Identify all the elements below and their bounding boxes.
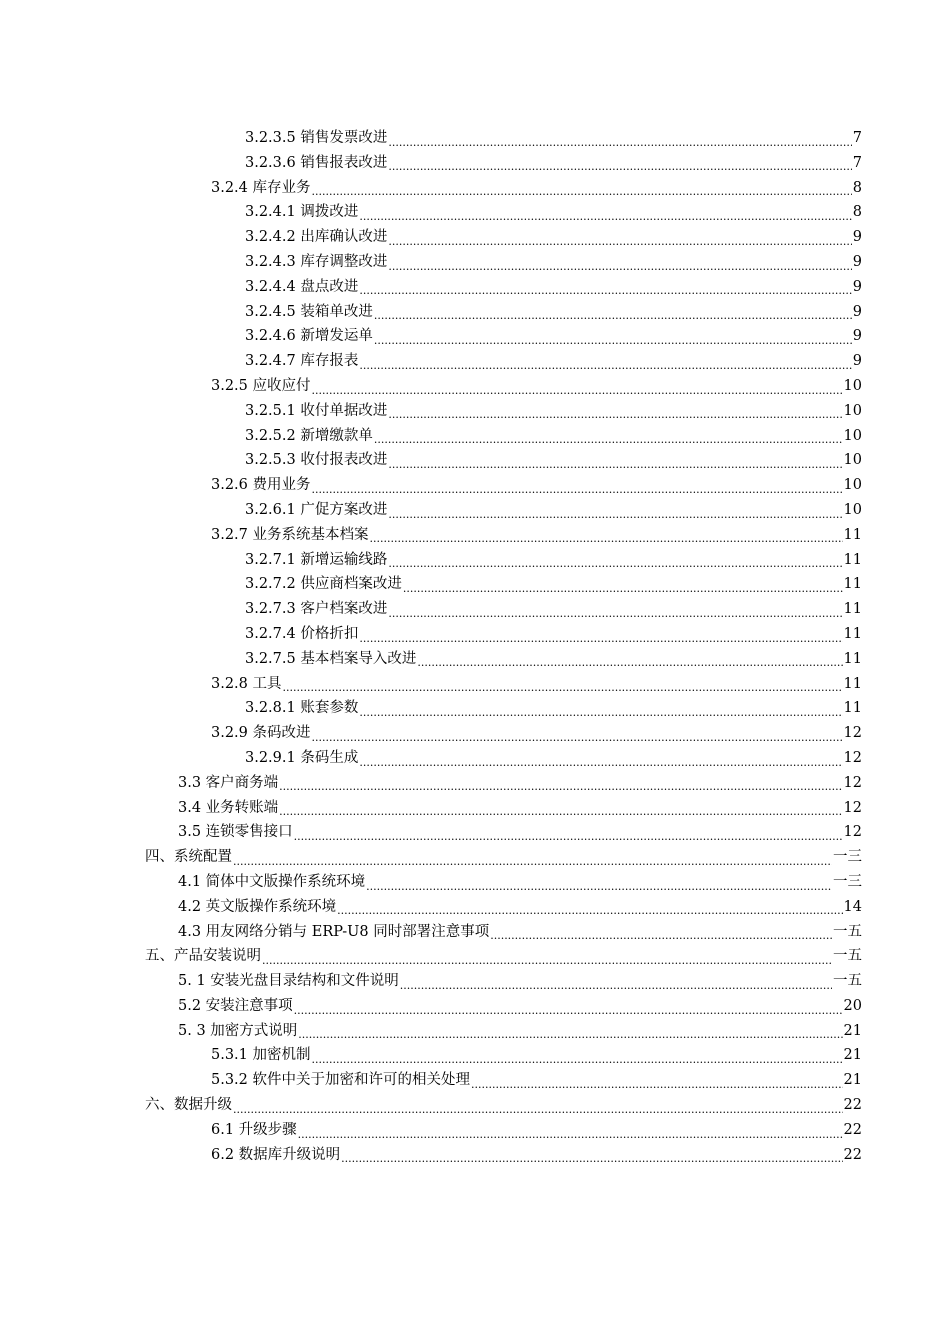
toc-dot-leader bbox=[359, 354, 851, 369]
toc-entry[interactable] bbox=[0, 523, 950, 548]
toc-entry[interactable] bbox=[0, 920, 950, 945]
toc-entry-page-number: 11 bbox=[843, 650, 862, 667]
toc-entry-page-number: 一五 bbox=[833, 973, 862, 990]
toc-entry-page-number: 22 bbox=[843, 1121, 862, 1138]
toc-dot-leader bbox=[312, 379, 843, 394]
table-of-contents bbox=[0, 126, 950, 1167]
toc-entry-page-number: 9 bbox=[852, 353, 862, 370]
toc-entry-page-number: 10 bbox=[843, 501, 862, 518]
toc-dot-leader bbox=[374, 429, 843, 444]
toc-entry[interactable] bbox=[0, 820, 950, 845]
toc-entry-label: 3.2.7.4 价格折扣 bbox=[245, 625, 359, 642]
toc-dot-leader bbox=[312, 181, 852, 196]
toc-entry-label: 3.2.8 工具 bbox=[211, 675, 282, 692]
toc-entry-label: 3.2.9.1 条码生成 bbox=[245, 749, 359, 766]
toc-entry-page-number: 12 bbox=[843, 824, 862, 841]
toc-entry-label: 3.2.4.4 盘点改进 bbox=[245, 278, 359, 295]
toc-entry[interactable] bbox=[0, 895, 950, 920]
toc-entry[interactable] bbox=[0, 746, 950, 771]
toc-entry-page-number: 11 bbox=[843, 601, 862, 618]
toc-entry-page-number: 11 bbox=[843, 526, 862, 543]
toc-dot-leader bbox=[388, 553, 842, 568]
toc-entry-page-number: 9 bbox=[852, 303, 862, 320]
toc-entry-label: 3.2.6 费用业务 bbox=[211, 477, 311, 494]
toc-entry[interactable] bbox=[0, 696, 950, 721]
toc-entry-page-number: 11 bbox=[843, 576, 862, 593]
toc-entry-label: 3.2.4.1 调拨改进 bbox=[245, 204, 359, 221]
toc-entry[interactable] bbox=[0, 473, 950, 498]
toc-entry-page-number: 7 bbox=[852, 130, 862, 146]
toc-entry-page-number: 10 bbox=[843, 452, 862, 469]
toc-dot-leader bbox=[403, 577, 843, 592]
toc-entry-page-number: 22 bbox=[843, 1097, 862, 1114]
toc-entry-label: 3.2.6.1 广促方案改进 bbox=[245, 501, 388, 518]
toc-entry[interactable] bbox=[0, 424, 950, 449]
toc-entry-page-number: 10 bbox=[843, 377, 862, 394]
toc-entry-page-number: 7 bbox=[852, 154, 862, 171]
toc-dot-leader bbox=[341, 1148, 842, 1163]
toc-entry[interactable] bbox=[0, 994, 950, 1019]
toc-entry-label: 3.4 业务转账端 bbox=[178, 799, 279, 816]
toc-entry-page-number: 21 bbox=[843, 1072, 862, 1089]
toc-entry-label: 6.1 升级步骤 bbox=[211, 1121, 297, 1138]
toc-entry-label: 3.2.7.5 基本档案导入改进 bbox=[245, 650, 417, 667]
toc-entry[interactable] bbox=[0, 374, 950, 399]
toc-dot-leader bbox=[312, 478, 843, 493]
toc-entry-label: 5. 3 加密方式说明 bbox=[178, 1022, 298, 1039]
toc-entry-page-number: 11 bbox=[843, 551, 862, 568]
toc-entry-page-number: 22 bbox=[843, 1146, 862, 1163]
toc-dot-leader bbox=[370, 528, 843, 543]
toc-dot-leader bbox=[298, 1024, 842, 1039]
toc-entry-label: 3.2.5 应收应付 bbox=[211, 377, 311, 394]
toc-entry[interactable] bbox=[0, 721, 950, 746]
toc-entry-label: 6.2 数据库升级说明 bbox=[211, 1146, 341, 1163]
toc-dot-leader bbox=[359, 701, 842, 716]
toc-entry-page-number: 一五 bbox=[833, 923, 862, 940]
toc-dot-leader bbox=[312, 1049, 843, 1064]
toc-entry[interactable] bbox=[0, 176, 950, 201]
toc-entry-label: 3.2.7.2 供应商档案改进 bbox=[245, 576, 402, 593]
toc-entry[interactable] bbox=[0, 498, 950, 523]
toc-entry[interactable] bbox=[0, 126, 950, 151]
toc-dot-leader bbox=[359, 206, 851, 221]
toc-dot-leader bbox=[400, 974, 832, 989]
toc-entry[interactable] bbox=[0, 1143, 950, 1168]
toc-entry[interactable] bbox=[0, 300, 950, 325]
toc-entry-page-number: 11 bbox=[843, 625, 862, 642]
toc-entry[interactable] bbox=[0, 200, 950, 225]
toc-entry-page-number: 12 bbox=[843, 774, 862, 791]
toc-dot-leader bbox=[388, 503, 842, 518]
toc-entry[interactable] bbox=[0, 969, 950, 994]
toc-dot-leader bbox=[366, 875, 832, 890]
toc-entry-label: 3.2.7 业务系统基本档案 bbox=[211, 526, 369, 543]
toc-entry-label: 3.2.5.1 收付单据改进 bbox=[245, 402, 388, 419]
toc-entry[interactable] bbox=[0, 870, 950, 895]
toc-entry[interactable] bbox=[0, 597, 950, 622]
toc-entry-page-number: 一三 bbox=[833, 873, 862, 890]
toc-entry-page-number: 9 bbox=[852, 229, 862, 246]
toc-dot-leader bbox=[359, 280, 851, 295]
toc-dot-leader bbox=[233, 1098, 843, 1113]
toc-dot-leader bbox=[490, 925, 832, 940]
toc-dot-leader bbox=[388, 602, 842, 617]
toc-dot-leader bbox=[388, 454, 842, 469]
toc-entry-page-number: 9 bbox=[852, 253, 862, 270]
toc-entry[interactable] bbox=[0, 796, 950, 821]
toc-dot-leader bbox=[312, 726, 843, 741]
toc-entry[interactable] bbox=[0, 324, 950, 349]
toc-entry-page-number: 8 bbox=[852, 179, 862, 196]
toc-dot-leader bbox=[374, 330, 852, 345]
toc-entry-label: 5.3.2 软件中关于加密和许可的相关处理 bbox=[211, 1072, 471, 1089]
toc-entry-page-number: 一三 bbox=[833, 849, 862, 866]
toc-entry[interactable] bbox=[0, 944, 950, 969]
toc-entry-label: 四、系统配置 bbox=[145, 849, 232, 866]
toc-entry-label: 4.3 用友网络分销与 ERP-U8 同时部署注意事项 bbox=[178, 923, 490, 940]
toc-entry-label: 3.2.3.6 销售报表改进 bbox=[245, 154, 388, 171]
toc-entry-page-number: 8 bbox=[852, 204, 862, 221]
toc-entry[interactable] bbox=[0, 250, 950, 275]
toc-entry-label: 3.2.9 条码改进 bbox=[211, 725, 311, 742]
toc-entry-page-number: 9 bbox=[852, 278, 862, 295]
toc-entry-page-number: 12 bbox=[843, 749, 862, 766]
toc-dot-leader bbox=[471, 1073, 843, 1088]
toc-entry-page-number: 10 bbox=[843, 427, 862, 444]
toc-dot-leader bbox=[233, 850, 832, 865]
toc-entry-page-number: 21 bbox=[843, 1022, 862, 1039]
toc-entry[interactable] bbox=[0, 771, 950, 796]
toc-entry-label: 5. 1 安装光盘目录结构和文件说明 bbox=[178, 973, 399, 990]
toc-entry-page-number: 12 bbox=[843, 799, 862, 816]
toc-entry-page-number: 21 bbox=[843, 1047, 862, 1064]
toc-entry[interactable] bbox=[0, 275, 950, 300]
toc-entry-page-number: 11 bbox=[843, 675, 862, 692]
toc-dot-leader bbox=[283, 677, 843, 692]
toc-dot-leader bbox=[388, 230, 851, 245]
toc-entry[interactable] bbox=[0, 548, 950, 573]
toc-entry-label: 4.2 英文版操作系统环境 bbox=[178, 898, 337, 915]
toc-dot-leader bbox=[359, 627, 842, 642]
toc-entry-page-number: 9 bbox=[852, 328, 862, 345]
toc-entry-label: 3.2.4.3 库存调整改进 bbox=[245, 253, 388, 270]
toc-dot-leader bbox=[388, 156, 851, 171]
toc-entry-label: 4.1 简体中文版操作系统环境 bbox=[178, 873, 366, 890]
toc-dot-leader bbox=[262, 949, 832, 964]
toc-dot-leader bbox=[374, 305, 852, 320]
toc-entry-label: 3.2.4 库存业务 bbox=[211, 179, 311, 196]
toc-entry-label: 3.5 连锁零售接口 bbox=[178, 824, 293, 841]
toc-entry[interactable] bbox=[0, 672, 950, 697]
toc-entry-page-number: 12 bbox=[843, 725, 862, 742]
toc-entry-label: 3.2.4.6 新增发运单 bbox=[245, 328, 373, 345]
toc-dot-leader bbox=[294, 999, 843, 1014]
toc-entry[interactable] bbox=[0, 845, 950, 870]
toc-dot-leader bbox=[337, 900, 842, 915]
toc-entry-page-number: 14 bbox=[843, 898, 862, 915]
toc-dot-leader bbox=[279, 776, 842, 791]
toc-dot-leader bbox=[388, 404, 842, 419]
toc-entry-page-number: 11 bbox=[843, 700, 862, 717]
toc-entry[interactable] bbox=[0, 1118, 950, 1143]
toc-entry[interactable] bbox=[0, 622, 950, 647]
toc-entry-label: 3.2.4.5 装箱单改进 bbox=[245, 303, 373, 320]
toc-entry[interactable] bbox=[0, 349, 950, 374]
toc-dot-leader bbox=[294, 825, 843, 840]
toc-entry-label: 5.3.1 加密机制 bbox=[211, 1047, 311, 1064]
toc-entry[interactable] bbox=[0, 1019, 950, 1044]
toc-dot-leader bbox=[417, 652, 842, 667]
toc-entry-label: 3.2.5.3 收付报表改进 bbox=[245, 452, 388, 469]
toc-entry[interactable] bbox=[0, 448, 950, 473]
toc-entry[interactable] bbox=[0, 1093, 950, 1118]
toc-entry-page-number: 10 bbox=[843, 477, 862, 494]
toc-entry[interactable] bbox=[0, 1043, 950, 1068]
toc-entry-label: 3.2.4.7 库存报表 bbox=[245, 353, 359, 370]
toc-entry[interactable] bbox=[0, 1068, 950, 1093]
toc-entry[interactable] bbox=[0, 572, 950, 597]
toc-dot-leader bbox=[279, 801, 842, 816]
toc-dot-leader bbox=[388, 255, 851, 270]
toc-entry-label: 五、产品安装说明 bbox=[145, 948, 261, 965]
toc-entry-page-number: 20 bbox=[843, 997, 862, 1014]
toc-entry-label: 5.2 安装注意事项 bbox=[178, 997, 293, 1014]
toc-entry[interactable] bbox=[0, 225, 950, 250]
toc-entry-label: 3.3 客户商务端 bbox=[178, 774, 279, 791]
toc-entry-label: 3.2.3.5 销售发票改进 bbox=[245, 130, 388, 146]
toc-entry-label: 3.2.4.2 出库确认改进 bbox=[245, 229, 388, 246]
toc-entry[interactable] bbox=[0, 647, 950, 672]
toc-entry-page-number: 10 bbox=[843, 402, 862, 419]
toc-entry-label: 3.2.7.1 新增运输线路 bbox=[245, 551, 388, 568]
toc-entry-label: 3.2.7.3 客户档案改进 bbox=[245, 601, 388, 618]
toc-dot-leader bbox=[359, 751, 842, 766]
toc-entry-label: 3.2.5.2 新增缴款单 bbox=[245, 427, 373, 444]
toc-entry[interactable] bbox=[0, 399, 950, 424]
toc-dot-leader bbox=[298, 1123, 843, 1138]
toc-entry-page-number: 一五 bbox=[833, 948, 862, 965]
toc-entry-label: 3.2.8.1 账套参数 bbox=[245, 700, 359, 717]
toc-dot-leader bbox=[388, 131, 851, 146]
toc-entry-label: 六、数据升级 bbox=[145, 1097, 232, 1114]
toc-entry[interactable] bbox=[0, 151, 950, 176]
